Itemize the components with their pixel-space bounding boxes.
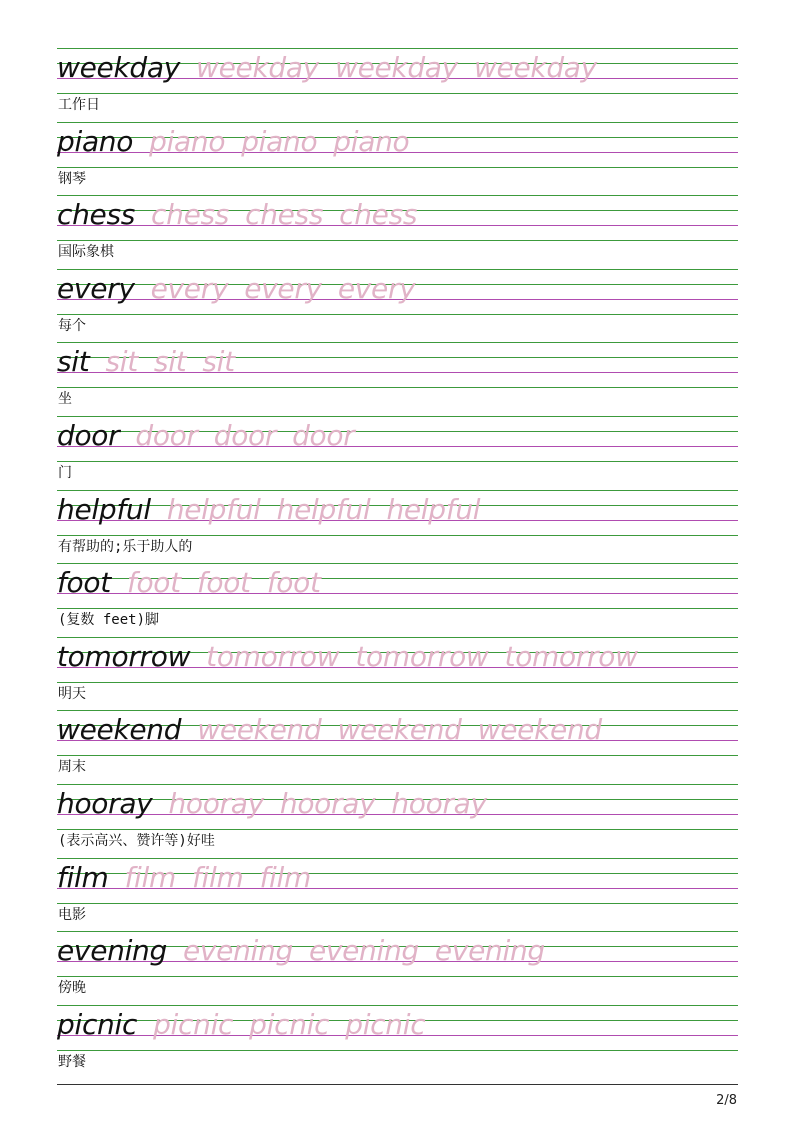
trace-word: film	[124, 860, 176, 894]
word-row	[57, 637, 738, 711]
meaning-text: 傍晚	[58, 980, 86, 997]
word-row	[57, 416, 738, 490]
trace-word: weekday	[195, 51, 319, 84]
word-line	[57, 860, 311, 896]
trace-word: helpful	[166, 492, 261, 526]
meaning-text: 门	[58, 465, 72, 481]
trace-word: evening	[182, 934, 293, 968]
guide-line-bottom	[57, 829, 738, 830]
guide-line-bottom	[57, 755, 738, 756]
trace-word: door	[135, 419, 198, 452]
word-text: tomorrow	[57, 639, 191, 673]
guide-line-top	[57, 416, 738, 417]
page-number: 2/8	[716, 1093, 737, 1108]
meaning-text: 周末	[58, 759, 86, 776]
word-text: chess	[57, 198, 136, 232]
meaning-text: 野餐	[58, 1053, 86, 1070]
trace-word: film	[192, 860, 244, 894]
word-line	[57, 933, 545, 969]
word-line	[57, 1007, 425, 1043]
trace-word: helpful	[276, 492, 371, 526]
guide-line-bottom	[57, 240, 738, 241]
trace-word: chess	[245, 198, 324, 232]
trace-word: film	[259, 860, 311, 894]
trace-word: foot	[196, 566, 251, 600]
word-text: weekend	[57, 713, 182, 747]
word-text: hooray	[57, 787, 153, 820]
trace-word: weekend	[477, 713, 602, 747]
meaning-text: 电影	[58, 906, 86, 923]
word-row	[57, 784, 738, 858]
meaning-text: 有帮助的;乐于助人的	[58, 538, 193, 555]
word-line	[57, 786, 487, 822]
trace-word: helpful	[386, 492, 481, 526]
guide-line-top	[57, 195, 738, 196]
trace-word: hooray	[391, 787, 487, 820]
guide-line-bottom	[57, 93, 738, 94]
meaning-text: 钢琴	[58, 170, 86, 187]
word-text: film	[57, 860, 109, 894]
guide-line-bottom	[57, 608, 738, 609]
word-row	[57, 931, 738, 1005]
word-line	[57, 344, 235, 380]
word-row	[57, 563, 738, 637]
trace-word: hooray	[279, 787, 376, 820]
guide-line-top	[57, 269, 738, 270]
word-row	[57, 48, 738, 122]
trace-word: foot	[266, 566, 321, 600]
trace-word: weekend	[337, 713, 462, 747]
word-line	[57, 418, 354, 454]
trace-word: door	[292, 419, 355, 452]
meaning-text: 坐	[58, 391, 72, 408]
word-text: helpful	[57, 492, 151, 526]
guide-line-bottom	[57, 976, 738, 977]
word-row	[57, 710, 738, 784]
guide-line-top	[57, 784, 738, 785]
word-row	[57, 269, 738, 343]
guide-line-top	[57, 1005, 738, 1006]
guide-line-top	[57, 342, 738, 343]
guide-line-top	[57, 710, 738, 711]
word-line	[57, 565, 321, 601]
word-line	[57, 271, 415, 307]
guide-line-top	[57, 490, 738, 491]
trace-word: tomorrow	[206, 639, 340, 673]
trace-word: sit	[153, 345, 187, 379]
trace-word: every	[337, 271, 416, 305]
trace-word: piano	[333, 124, 410, 158]
word-line	[57, 712, 602, 748]
trace-word: weekend	[197, 713, 322, 747]
meaning-text: (表示高兴、赞许等)好哇	[58, 833, 215, 849]
word-row	[57, 122, 738, 196]
trace-word: chess	[151, 198, 230, 232]
word-text: every	[57, 271, 135, 305]
trace-word: evening	[308, 934, 419, 968]
guide-line-top	[57, 858, 738, 859]
guide-line-bottom	[57, 903, 738, 904]
guide-line-top	[57, 931, 738, 932]
trace-word: piano	[149, 124, 226, 158]
guide-line-top	[57, 637, 738, 638]
word-text: evening	[57, 934, 167, 968]
word-row	[57, 490, 738, 564]
word-text: sit	[57, 345, 90, 379]
word-text: foot	[57, 566, 111, 600]
word-text: weekday	[57, 51, 180, 84]
trace-word: evening	[434, 934, 545, 968]
guide-line-bottom	[57, 461, 738, 462]
trace-word: foot	[126, 566, 181, 600]
meaning-text: (复数 feet)脚	[58, 612, 160, 629]
word-line	[57, 492, 480, 528]
trace-word: piano	[241, 124, 318, 158]
word-row	[57, 195, 738, 269]
meaning-text: 工作日	[58, 97, 100, 113]
guide-line-top	[57, 122, 738, 123]
word-line	[57, 197, 417, 233]
guide-line-top	[57, 563, 738, 564]
word-text: piano	[57, 124, 134, 158]
guide-line-bottom	[57, 387, 738, 388]
word-text: door	[57, 419, 120, 452]
trace-word: every	[244, 271, 322, 305]
trace-word: weekday	[334, 51, 458, 84]
trace-word: weekday	[473, 51, 597, 84]
trace-word: sit	[105, 345, 138, 379]
guide-line-top	[57, 48, 738, 49]
guide-line-bottom	[57, 1050, 738, 1051]
trace-word: picnic	[153, 1007, 234, 1041]
trace-word: chess	[339, 198, 418, 232]
trace-word: sit	[202, 345, 235, 379]
trace-word: door	[213, 419, 277, 452]
guide-line-bottom	[57, 535, 738, 536]
word-row	[57, 1005, 738, 1079]
trace-word: hooray	[168, 787, 264, 820]
guide-line-bottom	[57, 167, 738, 168]
trace-word: tomorrow	[355, 639, 489, 673]
word-row	[57, 342, 738, 416]
guide-line-bottom	[57, 314, 738, 315]
meaning-text: 每个	[58, 317, 86, 334]
word-line	[57, 50, 597, 86]
trace-word: every	[150, 271, 229, 305]
trace-word: picnic	[249, 1007, 330, 1041]
meaning-text: 国际象棋	[58, 244, 114, 261]
meaning-text: 明天	[58, 685, 86, 702]
word-row	[57, 858, 738, 932]
word-line	[57, 124, 409, 160]
guide-line-bottom	[57, 682, 738, 683]
trace-word: picnic	[345, 1007, 426, 1041]
footer-divider	[57, 1084, 738, 1085]
trace-word: tomorrow	[504, 639, 638, 673]
word-line	[57, 639, 638, 675]
word-text: picnic	[57, 1007, 138, 1041]
